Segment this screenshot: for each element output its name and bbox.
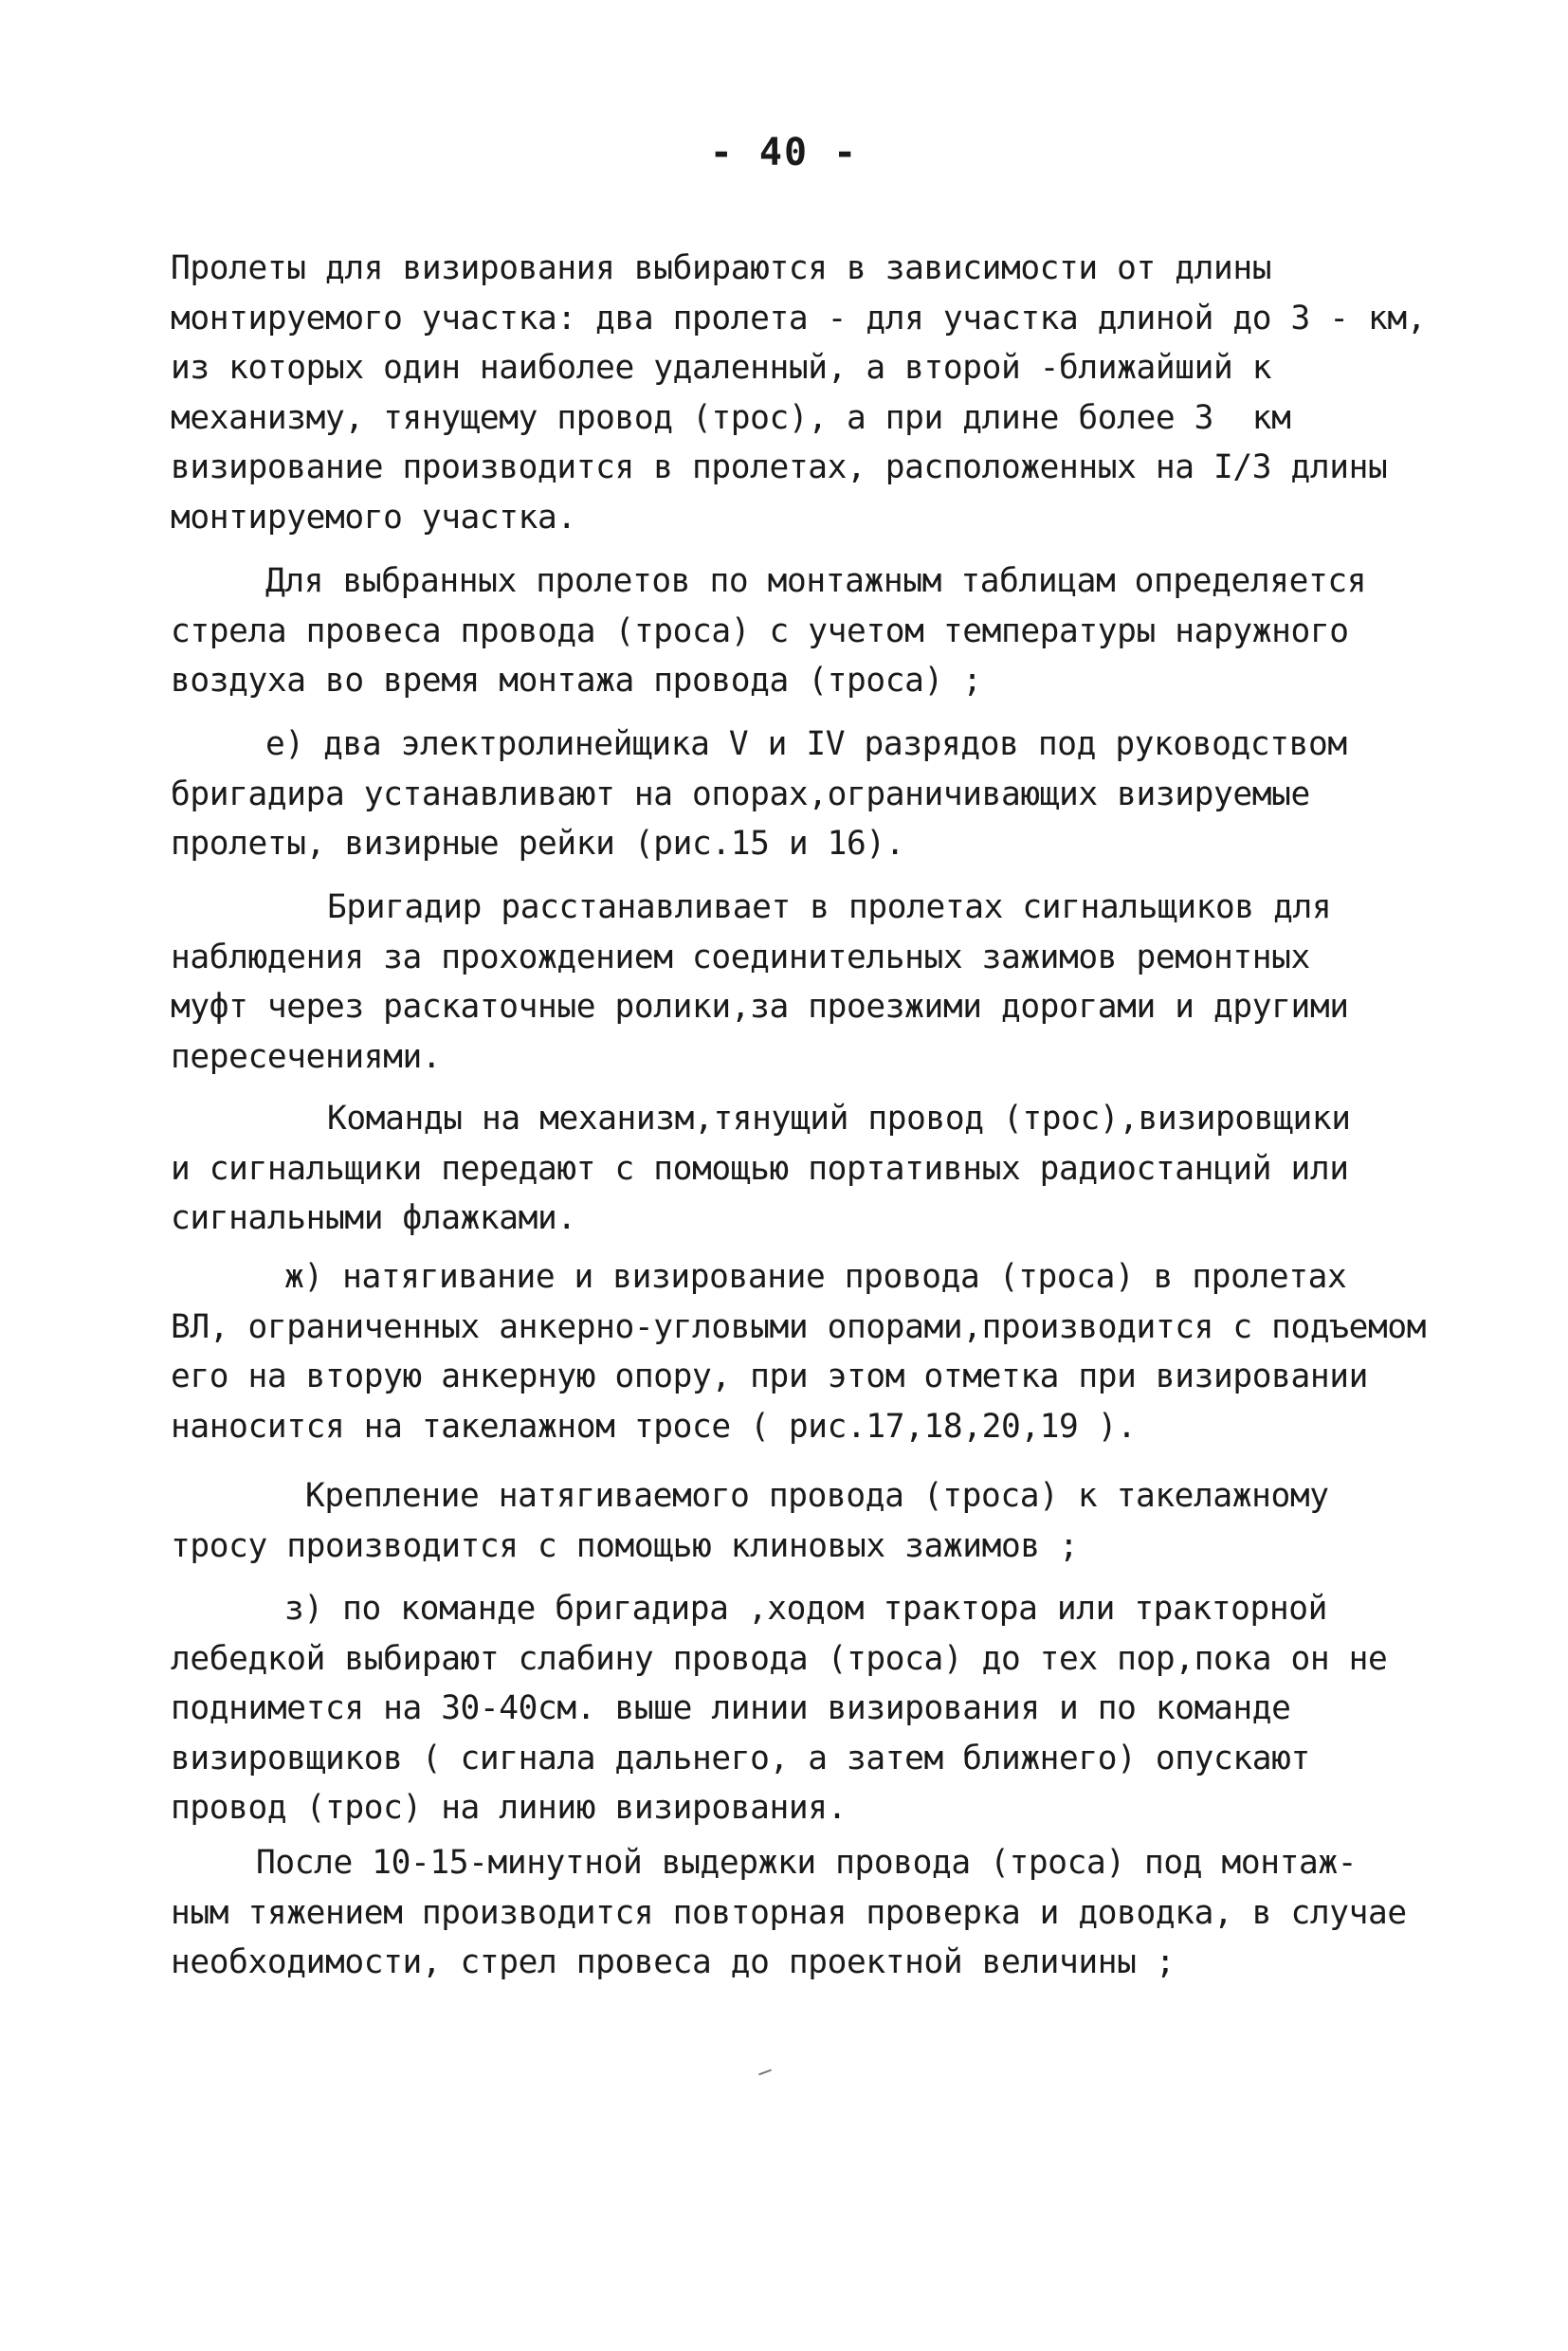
text-line: После 10-15-минутной выдержки провода (троса) под монтаж- bbox=[256, 1844, 1358, 1882]
text-line: муфт через раскаточные ролики,за проезжими дорогами и другими bbox=[171, 988, 1349, 1026]
text-line: ным тяжением производится повторная проверка и доводка, в случае bbox=[171, 1894, 1407, 1932]
text-line: необходимости, стрел провеса до проектной величины ; bbox=[171, 1943, 1176, 1981]
text-line: пересечениями. bbox=[171, 1038, 442, 1076]
text-line: Для выбранных пролетов по монтажным таблицам определяется bbox=[265, 562, 1367, 600]
text-line: е) два электролинейщика V и IV разрядов под руководством bbox=[265, 725, 1347, 763]
scan-mark bbox=[758, 2069, 772, 2076]
text-line: тросу производится с помощью клиновых зажимов ; bbox=[171, 1527, 1079, 1565]
text-line: ж) натягивание и визирование провода (троса) в пролетах bbox=[284, 1258, 1347, 1296]
text-line: стрела провеса провода (троса) с учетом температуры наружного bbox=[171, 612, 1349, 650]
text-line: его на вторую анкерную опору, при этом отметка при визировании bbox=[171, 1358, 1368, 1395]
text-line: Пролеты для визирования выбираются в зависимости от длины bbox=[171, 249, 1272, 287]
text-line: провод (трос) на линию визирования. bbox=[171, 1789, 847, 1827]
text-line: наблюдения за прохождением соединительных зажимов ремонтных bbox=[171, 939, 1310, 976]
text-line: бригадира устанавливают на опорах,ограничивающих визируемые bbox=[171, 775, 1310, 813]
text-line: Крепление натягиваемого провода (троса) к такелажному bbox=[305, 1477, 1329, 1515]
text-line: поднимется на 30-40см. выше линии визирования и по команде bbox=[171, 1689, 1291, 1727]
text-line: з) по команде бригадира ,ходом трактора или тракторной bbox=[284, 1590, 1328, 1628]
text-line: монтируемого участка. bbox=[171, 499, 576, 537]
text-line: визирование производится в пролетах, расположенных на I/3 длины bbox=[171, 448, 1388, 486]
text-line: наносится на такелажном тросе ( рис.17,18,20,19 ). bbox=[171, 1408, 1137, 1446]
text-line: пролеты, визирные рейки (рис.15 и 16). bbox=[171, 825, 905, 863]
text-line: Команды на механизм,тянущий провод (трос),визировщики bbox=[327, 1100, 1351, 1138]
text-line: сигнальными флажками. bbox=[171, 1199, 576, 1237]
text-line: из которых один наиболее удаленный, а второй -ближайший к bbox=[171, 349, 1272, 387]
text-line: ВЛ, ограниченных анкерно-угловыми опорами,производится с подъемом bbox=[171, 1308, 1427, 1346]
text-line: лебедкой выбирают слабину провода (троса) до тех пор,пока он не bbox=[171, 1640, 1388, 1678]
text-line: механизму, тянущему провод (трос), а при длине более 3 км bbox=[171, 399, 1291, 437]
page-number: - 40 - bbox=[709, 131, 859, 174]
text-line: монтируемого участка: два пролета - для участка длиной до 3 - км, bbox=[171, 300, 1427, 337]
text-line: воздуха во время монтажа провода (троса) ; bbox=[171, 662, 982, 700]
text-line: и сигнальщики передают с помощью портативных радиостанций или bbox=[171, 1150, 1349, 1188]
text-line: визировщиков ( сигнала дальнего, а затем ближнего) опускают bbox=[171, 1740, 1310, 1777]
text-line: Бригадир расстанавливает в пролетах сигнальщиков для bbox=[327, 888, 1332, 926]
